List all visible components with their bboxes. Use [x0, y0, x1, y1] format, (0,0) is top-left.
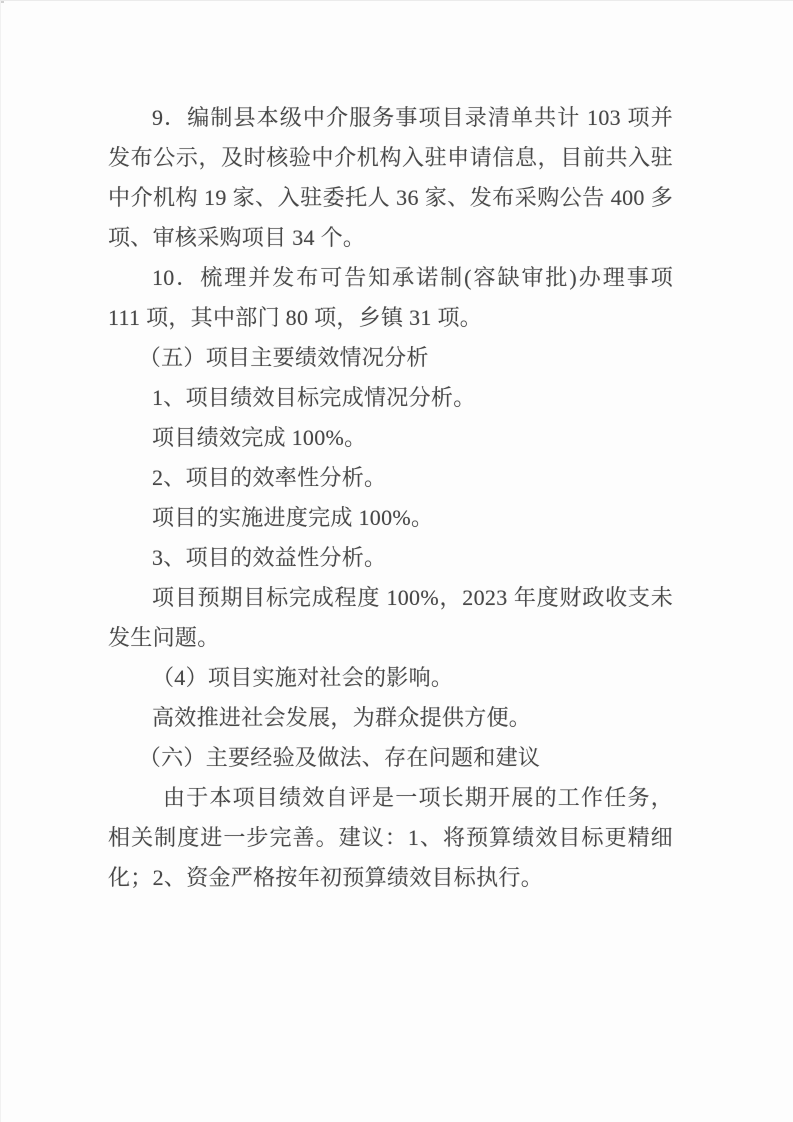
point-3-body: 项目预期目标完成程度 100%，2023 年度财政收支未发生问题。 — [108, 585, 673, 650]
section-5-heading: （五）项目主要绩效情况分析 — [138, 345, 429, 370]
section-6-heading: （六）主要经验及做法、存在问题和建议 — [138, 745, 541, 770]
item-9-paragraph: 9．编制县本级中介服务事项目录清单共计 103 项并发布公示，及时核验中介机构入驻申请信息，目前共入驻中介机构 19 家、入驻委托人 36 家、发布采购公告 400 多项、审核采购项目 34 个。 — [108, 105, 673, 250]
section-6-body: 由于本项目绩效自评是一项长期开展的工作任务，相关制度进一步完善。建议：1、将预算绩效目标更精细化；2、资金严格按年初预算绩效目标执行。 — [108, 785, 673, 890]
scan-corner-speck — [1, 1, 4, 3]
point-4-heading: （4）项目实施对社会的影响。 — [152, 665, 454, 690]
point-2-heading: 2、项目的效率性分析。 — [152, 465, 387, 490]
point-2-body: 项目的实施进度完成 100%。 — [152, 505, 434, 530]
document-text-block — [108, 98, 673, 898]
item-10-paragraph: 10．梳理并发布可告知承诺制(容缺审批)办理事项 111 项，其中部门 80 项，乡镇 31 项。 — [108, 265, 673, 330]
point-3-heading: 3、项目的效益性分析。 — [152, 545, 387, 570]
point-4-body: 高效推进社会发展，为群众提供方便。 — [152, 705, 532, 730]
point-1-heading: 1、项目绩效目标完成情况分析。 — [152, 385, 476, 410]
point-1-body: 项目绩效完成 100%。 — [152, 425, 367, 450]
